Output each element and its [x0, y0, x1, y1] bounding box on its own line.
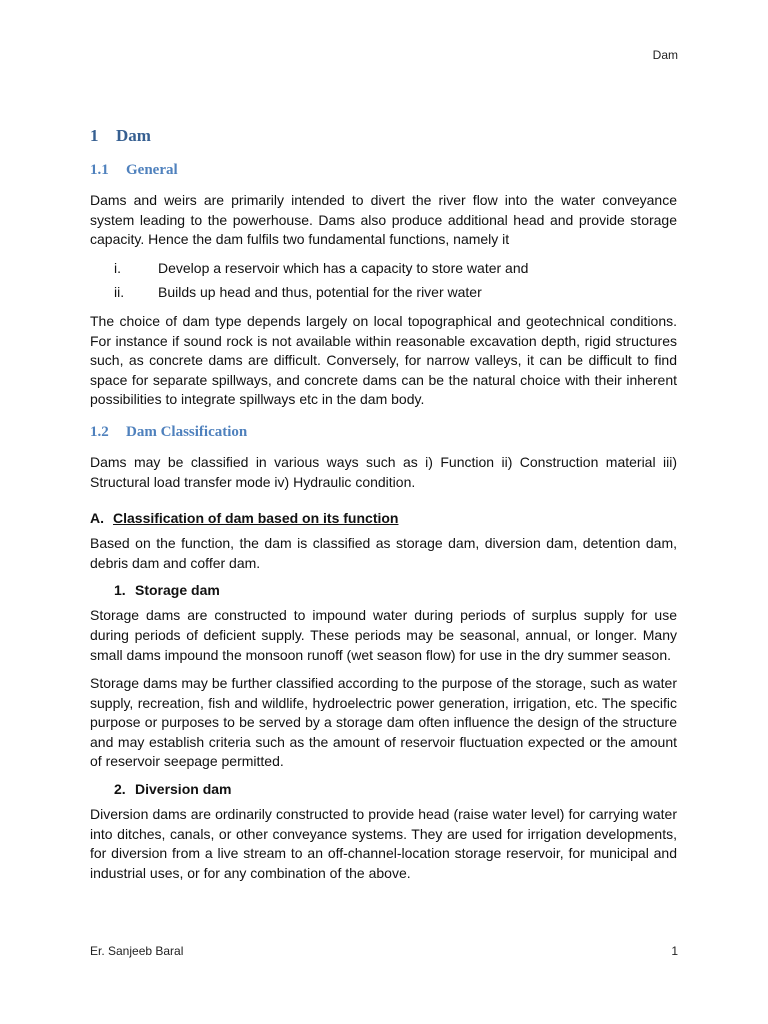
list-marker: i. — [114, 259, 121, 276]
section-a-heading — [90, 510, 677, 526]
function-list — [90, 259, 677, 303]
heading-classification-number: 1.2 — [90, 423, 109, 440]
list-item — [90, 283, 677, 303]
heading-classification-title: Dam Classification — [126, 423, 248, 440]
storage-dam-marker: 1. — [114, 582, 126, 599]
general-paragraph-1: Dams and weirs are primarily intended to divert the river flow into the water conveyance system leading to the powerhouse. Dams also produce additional head and provide storage capacity. Hence the dam fulfils two fundamental functions, namely it — [90, 192, 677, 248]
page-content — [90, 118, 677, 892]
storage-dam-paragraph-1: Storage dams are constructed to impound water during periods of surplus supply for use during periods of deficient supply. These periods may be seasonal, annual, or longer. Many small dams impound the monsoon runoff (wet season flow) for use in the dry summer season. — [90, 607, 677, 663]
diversion-dam-title: Diversion dam — [135, 781, 232, 798]
section-a-paragraph: Based on the function, the dam is classified as storage dam, diversion dam, detention dam, debris dam and coffer dam. — [90, 535, 677, 571]
classification-paragraph: Dams may be classified in various ways such as i) Function ii) Construction material iii) Structural load transfer mode iv) Hydraulic condition. — [90, 453, 677, 490]
section-a-title: Classification of dam based on its function — [113, 510, 399, 527]
section-a-marker: A. — [90, 510, 104, 527]
diversion-dam-heading — [90, 781, 677, 797]
list-item — [90, 259, 677, 279]
running-header: Dam — [652, 48, 678, 62]
storage-dam-title: Storage dam — [135, 582, 220, 599]
heading-1-title: Dam — [116, 126, 151, 145]
storage-dam-heading — [90, 582, 677, 598]
footer-page-number: 1 — [671, 944, 678, 958]
storage-dam-paragraph-2: Storage dams may be further classified according to the purpose of the storage, such as water supply, recreation, fish and wildlife, hydroelectric power generation, irrigation, etc. The specific purpose or purposes to be served by a storage dam often influence the design of the structure and may establish criteria such as the amount of reservoir fluctuation expected or the amount of reservoir seepage permitted. — [90, 675, 677, 770]
heading-1 — [90, 126, 677, 146]
diversion-dam-marker: 2. — [114, 781, 126, 798]
list-marker: ii. — [114, 284, 125, 301]
heading-classification — [90, 424, 677, 441]
diversion-dam-paragraph: Diversion dams are ordinarily constructed to provide head (raise water level) for carrying water into ditches, canals, or other conveyance systems. They are used for irrigation developments, for diversion from a live stream to an off-channel-location storage reservoir, for municipal and industrial uses, or for any combination of the above. — [90, 806, 677, 881]
heading-general-title: General — [126, 162, 178, 178]
general-paragraph-2: The choice of dam type depends largely on local topographical and geotechnical conditions. For instance if sound rock is not available within reasonable excavation depth, rigid structures such, as concrete dams are difficult. Conversely, for narrow valleys, it can be difficult to find space for separate spillways, and concrete dams can be the natural choice with their inherent possibilities to integrate spillways etc in the dam body. — [90, 312, 677, 408]
list-text: Develop a reservoir which has a capacity to store water and — [158, 259, 529, 276]
heading-general-number: 1.1 — [90, 162, 109, 178]
heading-1-number: 1 — [90, 126, 99, 145]
heading-general — [90, 162, 677, 179]
list-text: Builds up head and thus, potential for the river water — [158, 284, 482, 301]
footer-author: Er. Sanjeeb Baral — [90, 944, 184, 958]
